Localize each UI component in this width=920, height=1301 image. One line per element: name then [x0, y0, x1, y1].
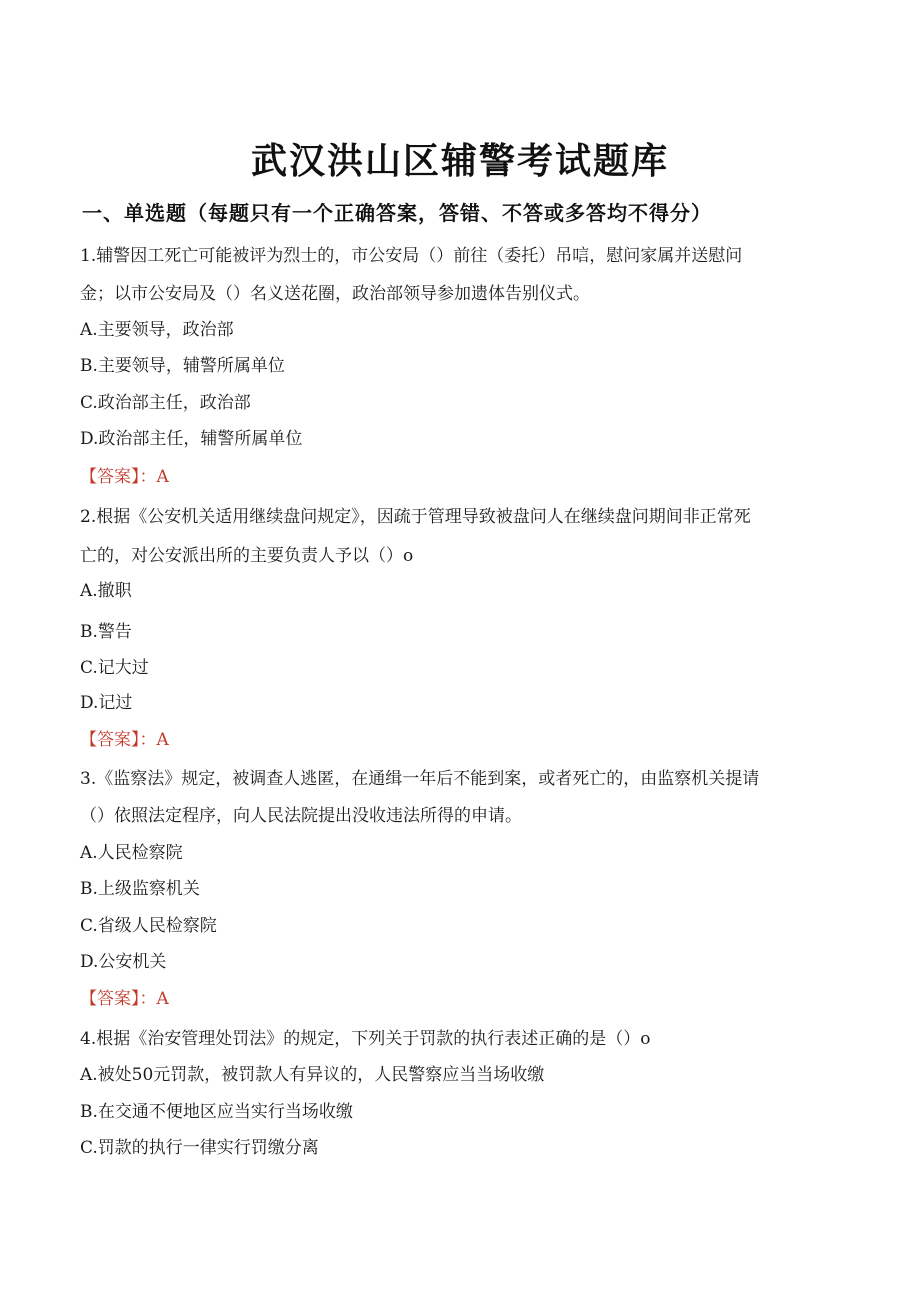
option-c: C.政治部主任，政治部 — [80, 393, 251, 413]
option-a: A.被处50元罚款，被罚款人有异议的，人民警察应当当场收缴 — [80, 1065, 545, 1085]
option-b: B.在交通不便地区应当实行当场收缴 — [80, 1102, 353, 1122]
question-stem-line: （）依照法定程序，向人民法院提出没收违法所得的申请。 — [80, 806, 522, 826]
option-d: D.政治部主任，辅警所属单位 — [80, 429, 303, 449]
answer-label: 【答案】：A — [80, 989, 169, 1009]
option-b: B.主要领导，辅警所属单位 — [80, 356, 285, 376]
document-title: 武汉洪山区辅警考试题库 — [250, 141, 669, 182]
option-b: B.上级监察机关 — [80, 879, 200, 899]
option-a: A.人民检察院 — [80, 843, 183, 863]
option-b: B.警告 — [80, 622, 132, 642]
section-heading: 一、单选题（每题只有一个正确答案，答错、不答或多答均不得分） — [82, 201, 712, 225]
option-d: D.记过 — [80, 693, 133, 713]
option-c: C.省级人民检察院 — [80, 916, 217, 936]
question-stem-line: 1.辅警因工死亡可能被评为烈士的，市公安局（）前往（委托）吊唁，慰问家属并送慰问 — [80, 246, 743, 266]
answer-label: 【答案】：A — [80, 467, 169, 487]
question-stem-line: 3.《监察法》规定，被调查人逃匿，在通缉一年后不能到案，或者死亡的，由监察机关提请 — [80, 769, 760, 789]
option-d: D.公安机关 — [80, 952, 167, 972]
question-stem-line: 4.根据《治安管理处罚法》的规定，下列关于罚款的执行表述正确的是（）o — [80, 1029, 651, 1049]
option-a: A.撤职 — [80, 581, 132, 601]
question-stem-line: 金；以市公安局及（）名义送花圈，政治部领导参加遗体告别仪式。 — [80, 284, 590, 304]
option-c: C.记大过 — [80, 658, 149, 678]
question-stem-line: 亡的，对公安派出所的主要负责人予以（）o — [80, 546, 414, 566]
option-a: A.主要领导，政治部 — [80, 320, 234, 340]
answer-label: 【答案】：A — [80, 730, 169, 750]
question-stem-line: 2.根据《公安机关适用继续盘问规定》，因疏于管理导致被盘问人在继续盘问期间非正常死 — [80, 507, 751, 527]
option-c: C.罚款的执行一律实行罚缴分离 — [80, 1138, 319, 1158]
